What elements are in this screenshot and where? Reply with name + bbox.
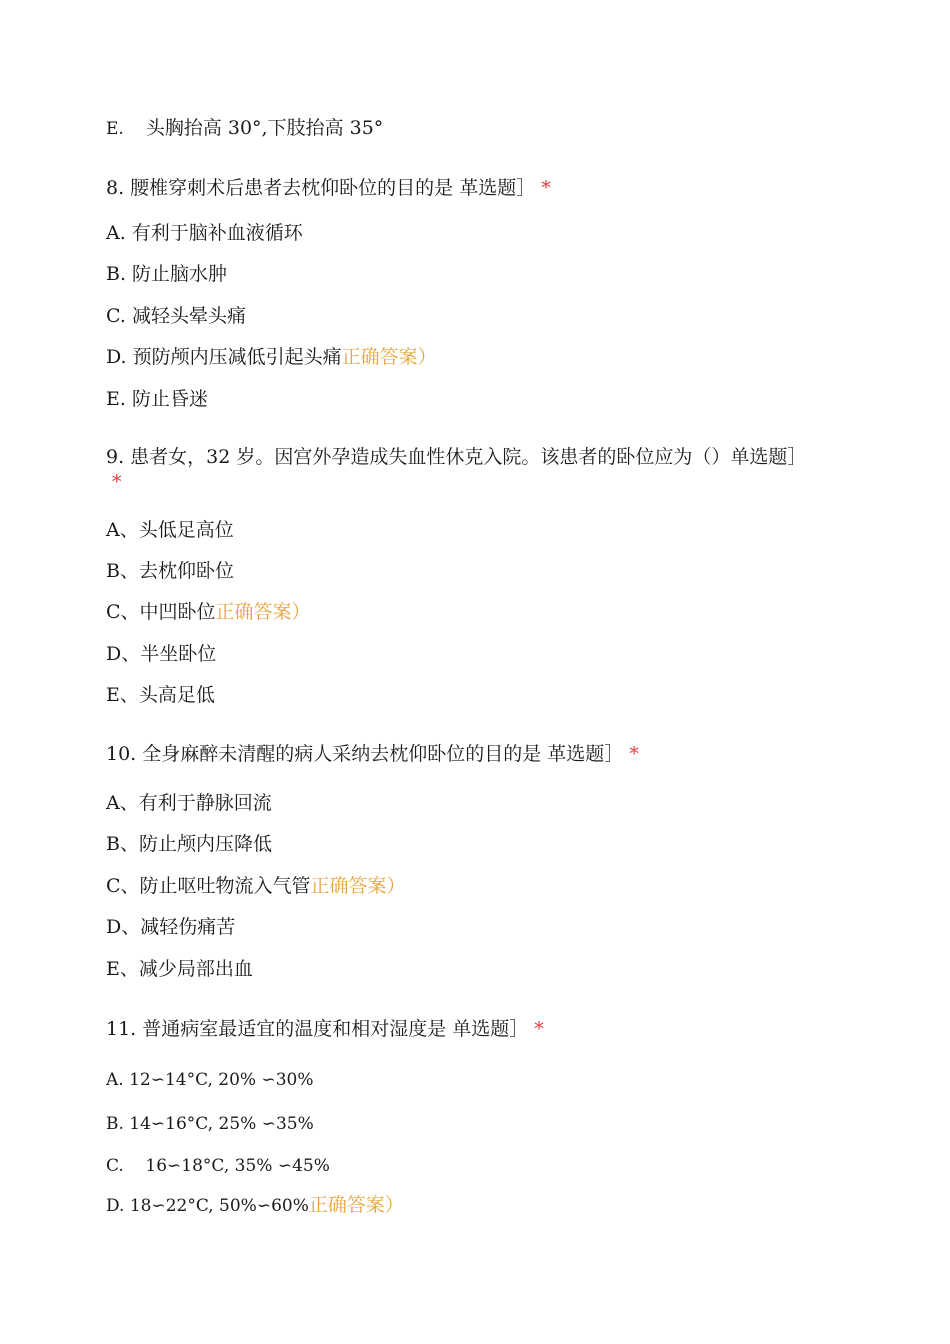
q11-option-d[interactable]	[106, 1193, 404, 1218]
option-text: E、头高足低	[106, 684, 215, 706]
question-11-title	[106, 1017, 544, 1041]
q8-option-a[interactable]	[106, 221, 303, 245]
q9-option-e[interactable]	[106, 683, 215, 707]
option-text: D. 18∽22°C, 50%∽60%	[106, 1196, 309, 1216]
q9-option-c[interactable]	[106, 600, 311, 624]
question-10-title	[106, 742, 639, 766]
option-text: D、半坐卧位	[106, 643, 217, 665]
question-text: 9. 患者女，32 岁。因宫外孕造成失血性休克入院。该患者的卧位应为（）单选题］	[106, 446, 807, 468]
q10-option-b[interactable]	[106, 832, 272, 856]
option-e-prev	[106, 116, 383, 141]
q8-option-c[interactable]	[106, 304, 246, 328]
q8-option-d[interactable]	[106, 345, 437, 369]
option-text: C、中凹卧位	[106, 601, 216, 623]
option-text: B、去枕仰卧位	[106, 560, 234, 582]
option-text: B. 防止脑水肿	[106, 263, 228, 285]
correct-answer-label: 正确答案）	[341, 346, 437, 368]
option-text: E、减少局部出血	[106, 958, 253, 980]
question-8-title	[106, 176, 551, 200]
option-text: A、头低足高位	[106, 519, 234, 541]
q9-option-b[interactable]	[106, 559, 234, 583]
q10-option-d[interactable]	[106, 915, 235, 939]
question-text: 10. 全身麻醉未清醒的病人采纳去枕仰卧位的目的是 革选题］	[106, 743, 624, 765]
correct-answer-label: 正确答案）	[308, 1194, 404, 1216]
q10-option-c[interactable]	[106, 874, 406, 898]
option-text: A、有利于静脉回流	[106, 792, 272, 814]
option-text: D. 预防颅内压减低引起头痛	[106, 346, 342, 368]
question-text: 8. 腰椎穿刺术后患者去枕仰卧位的目的是 革选题］	[106, 177, 536, 199]
q8-option-e[interactable]	[106, 387, 208, 411]
option-text: B. 14∽16°C, 25% ∽35%	[106, 1114, 314, 1134]
required-star-icon: *	[541, 177, 551, 199]
option-text: D、减轻伤痛苦	[106, 916, 236, 938]
option-text: C. 减轻头晕头痛	[106, 305, 246, 327]
option-text: C、防止呕吐物流入气管	[106, 875, 311, 897]
option-text: C. 16∽18°C, 35% ∽45%	[106, 1156, 330, 1176]
option-text: A. 有利于脑补血液循环	[106, 222, 303, 244]
option-letter: E.	[106, 119, 124, 139]
required-star-icon: *	[112, 471, 122, 493]
q11-option-c[interactable]	[106, 1154, 330, 1178]
question-text: 11. 普通病室最适宜的温度和相对湿度是 单选题］	[106, 1018, 529, 1040]
q8-option-b[interactable]	[106, 262, 227, 286]
option-text: A. 12∽14°C, 20% ∽30%	[106, 1070, 314, 1090]
option-text: B、防止颅内压降低	[106, 833, 272, 855]
q10-option-e[interactable]	[106, 957, 253, 981]
option-text: 头胸抬高 30°,下肢抬高 35°	[145, 117, 384, 139]
q9-option-d[interactable]	[106, 642, 216, 666]
option-text: E. 防止昏迷	[106, 388, 208, 410]
question-9-title	[106, 445, 806, 495]
q9-option-a[interactable]	[106, 518, 234, 542]
required-star-icon: *	[534, 1018, 544, 1040]
required-star-icon: *	[629, 743, 639, 765]
correct-answer-label: 正确答案）	[215, 601, 311, 623]
q10-option-a[interactable]	[106, 791, 272, 815]
q11-option-b[interactable]	[106, 1112, 314, 1136]
correct-answer-label: 正确答案）	[310, 875, 406, 897]
q11-option-a[interactable]	[106, 1068, 314, 1092]
